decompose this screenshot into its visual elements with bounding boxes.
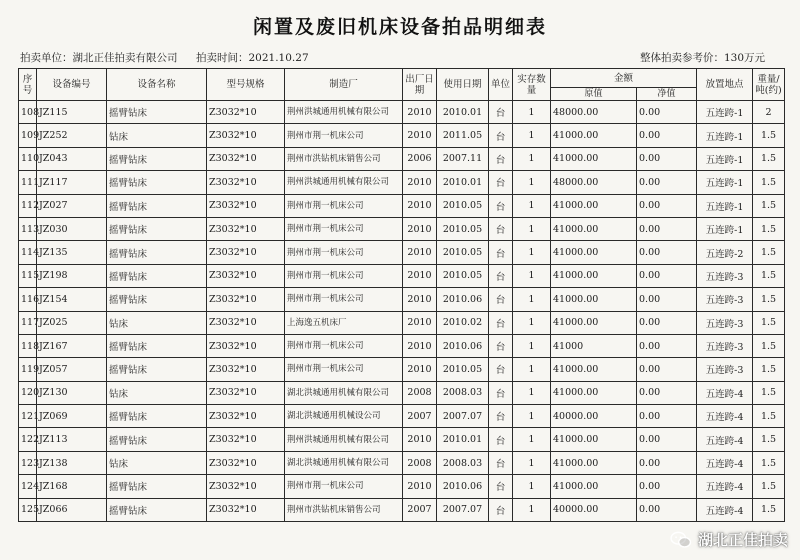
watermark-text: 湖北正佳拍卖 xyxy=(697,531,788,549)
header-qty: 实存数量 xyxy=(513,69,551,101)
cell-use-date: 2010.01 xyxy=(437,428,489,451)
cell-weight: 1.5 xyxy=(753,241,785,264)
cell-unit: 台 xyxy=(489,147,513,170)
cell-manufacturer: 荆州市荆一机床公司 xyxy=(285,264,403,287)
cell-weight: 2 xyxy=(753,101,785,124)
cell-original-value: 41000.00 xyxy=(551,241,637,264)
cell-original-value: 48000.00 xyxy=(551,101,637,124)
cell-weight: 1.5 xyxy=(753,498,785,521)
cell-qty: 1 xyxy=(513,475,551,498)
cell-name: 钻床 xyxy=(107,451,207,474)
cell-unit: 台 xyxy=(489,264,513,287)
cell-seq: 123 xyxy=(19,451,37,474)
cell-prod-date: 2010 xyxy=(403,334,437,357)
cell-prod-date: 2010 xyxy=(403,241,437,264)
cell-net-value: 0.00 xyxy=(637,241,697,264)
cell-code: JZ117 xyxy=(37,171,107,194)
cell-code: JZ252 xyxy=(37,124,107,147)
cell-manufacturer: 荆州洪城通用机械有限公司 xyxy=(285,428,403,451)
cell-model: Z3032*10 xyxy=(207,194,285,217)
cell-manufacturer: 荆州市荆一机床公司 xyxy=(285,217,403,240)
cell-net-value: 0.00 xyxy=(637,288,697,311)
table-row xyxy=(19,147,785,170)
header-code: 设备编号 xyxy=(37,69,107,101)
cell-location: 五连跨-4 xyxy=(697,498,753,521)
cell-weight: 1.5 xyxy=(753,381,785,404)
cell-seq: 122 xyxy=(19,428,37,451)
cell-model: Z3032*10 xyxy=(207,311,285,334)
cell-model: Z3032*10 xyxy=(207,264,285,287)
cell-prod-date: 2010 xyxy=(403,428,437,451)
cell-manufacturer: 荆州市荆一机床公司 xyxy=(285,124,403,147)
cell-model: Z3032*10 xyxy=(207,405,285,428)
cell-location: 五连跨-3 xyxy=(697,311,753,334)
header-net-value: 净值 xyxy=(637,88,697,101)
cell-seq: 110 xyxy=(19,147,37,170)
cell-location: 五连跨-3 xyxy=(697,264,753,287)
cell-model: Z3032*10 xyxy=(207,498,285,521)
cell-use-date: 2010.05 xyxy=(437,217,489,240)
header-use-date: 使用日期 xyxy=(437,69,489,101)
cell-qty: 1 xyxy=(513,101,551,124)
cell-model: Z3032*10 xyxy=(207,147,285,170)
cell-model: Z3032*10 xyxy=(207,358,285,381)
cell-net-value: 0.00 xyxy=(637,217,697,240)
cell-name: 摇臂钻床 xyxy=(107,288,207,311)
cell-name: 钻床 xyxy=(107,124,207,147)
table-row xyxy=(19,241,785,264)
cell-original-value: 41000.00 xyxy=(551,288,637,311)
header-seq: 序号 xyxy=(19,69,37,101)
cell-original-value: 41000.00 xyxy=(551,428,637,451)
cell-seq: 120 xyxy=(19,381,37,404)
header-original-value: 原值 xyxy=(551,88,637,101)
cell-original-value: 41000.00 xyxy=(551,451,637,474)
wechat-icon xyxy=(670,531,692,549)
cell-seq: 124 xyxy=(19,475,37,498)
cell-location: 五连跨-1 xyxy=(697,171,753,194)
cell-net-value: 0.00 xyxy=(637,264,697,287)
cell-model: Z3032*10 xyxy=(207,217,285,240)
cell-unit: 台 xyxy=(489,381,513,404)
auction-unit: 拍卖单位：湖北正佳拍卖有限公司 xyxy=(20,52,178,64)
cell-original-value: 41000.00 xyxy=(551,475,637,498)
cell-prod-date: 2007 xyxy=(403,498,437,521)
cell-location: 五连跨-3 xyxy=(697,358,753,381)
header-manufacturer: 制造厂 xyxy=(285,69,403,101)
cell-model: Z3032*10 xyxy=(207,428,285,451)
cell-unit: 台 xyxy=(489,124,513,147)
cell-unit: 台 xyxy=(489,475,513,498)
cell-name: 摇臂钻床 xyxy=(107,358,207,381)
cell-original-value: 41000.00 xyxy=(551,264,637,287)
cell-unit: 台 xyxy=(489,288,513,311)
cell-prod-date: 2010 xyxy=(403,124,437,147)
cell-use-date: 2007.11 xyxy=(437,147,489,170)
cell-net-value: 0.00 xyxy=(637,451,697,474)
cell-model: Z3032*10 xyxy=(207,241,285,264)
cell-use-date: 2010.01 xyxy=(437,101,489,124)
cell-use-date: 2008.03 xyxy=(437,451,489,474)
cell-location: 五连跨-2 xyxy=(697,241,753,264)
cell-prod-date: 2008 xyxy=(403,451,437,474)
table-row xyxy=(19,264,785,287)
cell-use-date: 2008.03 xyxy=(437,381,489,404)
cell-original-value: 40000.00 xyxy=(551,498,637,521)
cell-code: JZ027 xyxy=(37,194,107,217)
cell-net-value: 0.00 xyxy=(637,124,697,147)
cell-use-date: 2010.06 xyxy=(437,334,489,357)
table-row xyxy=(19,475,785,498)
cell-unit: 台 xyxy=(489,101,513,124)
reference-price: 整体拍卖参考价：130万元 xyxy=(640,52,766,64)
cell-manufacturer: 荆州市荆一机床公司 xyxy=(285,241,403,264)
cell-use-date: 2010.06 xyxy=(437,475,489,498)
cell-net-value: 0.00 xyxy=(637,311,697,334)
cell-code: JZ030 xyxy=(37,217,107,240)
cell-unit: 台 xyxy=(489,194,513,217)
cell-code: JZ198 xyxy=(37,264,107,287)
cell-net-value: 0.00 xyxy=(637,101,697,124)
cell-original-value: 41000 xyxy=(551,334,637,357)
cell-manufacturer: 荆州市洪钻机床销售公司 xyxy=(285,147,403,170)
cell-net-value: 0.00 xyxy=(637,475,697,498)
cell-seq: 108 xyxy=(19,101,37,124)
cell-location: 五连跨-4 xyxy=(697,475,753,498)
header-location: 放置地点 xyxy=(697,69,753,101)
lot-table xyxy=(18,68,785,522)
cell-seq: 111 xyxy=(19,171,37,194)
cell-qty: 1 xyxy=(513,428,551,451)
cell-model: Z3032*10 xyxy=(207,451,285,474)
cell-use-date: 2010.01 xyxy=(437,171,489,194)
cell-prod-date: 2010 xyxy=(403,194,437,217)
cell-qty: 1 xyxy=(513,358,551,381)
cell-qty: 1 xyxy=(513,241,551,264)
cell-seq: 116 xyxy=(19,288,37,311)
cell-location: 五连跨-1 xyxy=(697,194,753,217)
table-row xyxy=(19,381,785,404)
cell-weight: 1.5 xyxy=(753,217,785,240)
table-row xyxy=(19,428,785,451)
cell-location: 五连跨-4 xyxy=(697,381,753,404)
cell-use-date: 2011.05 xyxy=(437,124,489,147)
table-row xyxy=(19,288,785,311)
cell-location: 五连跨-1 xyxy=(697,147,753,170)
cell-model: Z3032*10 xyxy=(207,171,285,194)
cell-original-value: 41000.00 xyxy=(551,147,637,170)
cell-net-value: 0.00 xyxy=(637,358,697,381)
cell-seq: 113 xyxy=(19,217,37,240)
cell-prod-date: 2006 xyxy=(403,147,437,170)
cell-original-value: 41000.00 xyxy=(551,358,637,381)
cell-code: JZ115 xyxy=(37,101,107,124)
cell-weight: 1.5 xyxy=(753,171,785,194)
cell-use-date: 2010.05 xyxy=(437,358,489,381)
cell-unit: 台 xyxy=(489,405,513,428)
cell-use-date: 2010.05 xyxy=(437,194,489,217)
cell-net-value: 0.00 xyxy=(637,171,697,194)
cell-name: 摇臂钻床 xyxy=(107,264,207,287)
cell-qty: 1 xyxy=(513,264,551,287)
table-row xyxy=(19,171,785,194)
cell-use-date: 2007.07 xyxy=(437,498,489,521)
cell-weight: 1.5 xyxy=(753,147,785,170)
cell-net-value: 0.00 xyxy=(637,405,697,428)
cell-weight: 1.5 xyxy=(753,194,785,217)
cell-qty: 1 xyxy=(513,147,551,170)
cell-original-value: 41000.00 xyxy=(551,124,637,147)
header-weight: 重量/吨(约) xyxy=(753,69,785,101)
cell-net-value: 0.00 xyxy=(637,381,697,404)
cell-use-date: 2010.05 xyxy=(437,241,489,264)
cell-net-value: 0.00 xyxy=(637,428,697,451)
cell-original-value: 41000.00 xyxy=(551,194,637,217)
cell-unit: 台 xyxy=(489,428,513,451)
cell-manufacturer: 湖北洪城通用机械设公司 xyxy=(285,405,403,428)
cell-qty: 1 xyxy=(513,194,551,217)
table-row xyxy=(19,311,785,334)
cell-qty: 1 xyxy=(513,288,551,311)
cell-original-value: 41000.00 xyxy=(551,217,637,240)
cell-location: 五连跨-4 xyxy=(697,405,753,428)
cell-net-value: 0.00 xyxy=(637,194,697,217)
cell-original-value: 48000.00 xyxy=(551,171,637,194)
cell-original-value: 40000.00 xyxy=(551,405,637,428)
cell-original-value: 41000.00 xyxy=(551,381,637,404)
header-name: 设备名称 xyxy=(107,69,207,101)
cell-model: Z3032*10 xyxy=(207,101,285,124)
auction-time: 拍卖时间：2021.10.27 xyxy=(196,52,309,64)
cell-name: 钻床 xyxy=(107,381,207,404)
cell-qty: 1 xyxy=(513,405,551,428)
cell-manufacturer: 荆州洪城通用机械有限公司 xyxy=(285,171,403,194)
cell-use-date: 2007.07 xyxy=(437,405,489,428)
cell-qty: 1 xyxy=(513,451,551,474)
table-row xyxy=(19,498,785,521)
cell-qty: 1 xyxy=(513,217,551,240)
table-row xyxy=(19,358,785,381)
cell-name: 摇臂钻床 xyxy=(107,428,207,451)
cell-unit: 台 xyxy=(489,451,513,474)
cell-prod-date: 2010 xyxy=(403,311,437,334)
cell-prod-date: 2010 xyxy=(403,217,437,240)
cell-manufacturer: 荆州洪城通用机械有限公司 xyxy=(285,101,403,124)
table-row xyxy=(19,124,785,147)
cell-location: 五连跨-4 xyxy=(697,451,753,474)
cell-name: 摇臂钻床 xyxy=(107,101,207,124)
cell-name: 摇臂钻床 xyxy=(107,241,207,264)
cell-name: 摇臂钻床 xyxy=(107,334,207,357)
cell-qty: 1 xyxy=(513,334,551,357)
header-unit: 单位 xyxy=(489,69,513,101)
table-row xyxy=(19,405,785,428)
cell-name: 钻床 xyxy=(107,311,207,334)
cell-manufacturer: 荆州市洪钻机床销售公司 xyxy=(285,498,403,521)
cell-qty: 1 xyxy=(513,124,551,147)
cell-manufacturer: 上海逸五机床厂 xyxy=(285,311,403,334)
cell-weight: 1.5 xyxy=(753,405,785,428)
table-body xyxy=(19,101,785,522)
cell-prod-date: 2010 xyxy=(403,264,437,287)
cell-manufacturer: 荆州市荆一机床公司 xyxy=(285,334,403,357)
cell-weight: 1.5 xyxy=(753,264,785,287)
header-model: 型号规格 xyxy=(207,69,285,101)
cell-name: 摇臂钻床 xyxy=(107,147,207,170)
cell-code: JZ138 xyxy=(37,451,107,474)
cell-code: JZ130 xyxy=(37,381,107,404)
cell-qty: 1 xyxy=(513,381,551,404)
cell-original-value: 41000.00 xyxy=(551,311,637,334)
cell-prod-date: 2010 xyxy=(403,101,437,124)
cell-net-value: 0.00 xyxy=(637,147,697,170)
cell-net-value: 0.00 xyxy=(637,334,697,357)
cell-use-date: 2010.06 xyxy=(437,288,489,311)
cell-location: 五连跨-1 xyxy=(697,217,753,240)
document-title: 闲置及废旧机床设备拍品明细表 xyxy=(252,16,547,38)
cell-unit: 台 xyxy=(489,498,513,521)
table-row xyxy=(19,217,785,240)
cell-location: 五连跨-1 xyxy=(697,101,753,124)
cell-weight: 1.5 xyxy=(753,451,785,474)
cell-code: JZ066 xyxy=(37,498,107,521)
cell-location: 五连跨-4 xyxy=(697,428,753,451)
cell-model: Z3032*10 xyxy=(207,334,285,357)
cell-name: 摇臂钻床 xyxy=(107,498,207,521)
cell-location: 五连跨-3 xyxy=(697,288,753,311)
cell-weight: 1.5 xyxy=(753,358,785,381)
cell-unit: 台 xyxy=(489,217,513,240)
cell-code: JZ135 xyxy=(37,241,107,264)
table-row xyxy=(19,334,785,357)
cell-weight: 1.5 xyxy=(753,475,785,498)
cell-code: JZ168 xyxy=(37,475,107,498)
cell-code: JZ069 xyxy=(37,405,107,428)
cell-use-date: 2010.02 xyxy=(437,311,489,334)
cell-seq: 121 xyxy=(19,405,37,428)
cell-prod-date: 2008 xyxy=(403,381,437,404)
header-amount: 金额 xyxy=(551,69,697,88)
cell-qty: 1 xyxy=(513,171,551,194)
cell-seq: 118 xyxy=(19,334,37,357)
cell-weight: 1.5 xyxy=(753,288,785,311)
watermark xyxy=(670,529,788,550)
cell-unit: 台 xyxy=(489,241,513,264)
cell-unit: 台 xyxy=(489,171,513,194)
cell-model: Z3032*10 xyxy=(207,381,285,404)
cell-weight: 1.5 xyxy=(753,334,785,357)
cell-qty: 1 xyxy=(513,311,551,334)
cell-prod-date: 2010 xyxy=(403,171,437,194)
cell-prod-date: 2007 xyxy=(403,405,437,428)
cell-model: Z3032*10 xyxy=(207,475,285,498)
cell-model: Z3032*10 xyxy=(207,124,285,147)
cell-location: 五连跨-3 xyxy=(697,334,753,357)
cell-seq: 115 xyxy=(19,264,37,287)
cell-name: 摇臂钻床 xyxy=(107,217,207,240)
header-prod-date: 出厂日期 xyxy=(403,69,437,101)
cell-code: JZ167 xyxy=(37,334,107,357)
cell-qty: 1 xyxy=(513,498,551,521)
cell-unit: 台 xyxy=(489,334,513,357)
cell-net-value: 0.00 xyxy=(637,498,697,521)
cell-weight: 1.5 xyxy=(753,428,785,451)
cell-manufacturer: 湖北洪城通用机械有限公司 xyxy=(285,451,403,474)
cell-location: 五连跨-1 xyxy=(697,124,753,147)
cell-prod-date: 2010 xyxy=(403,288,437,311)
cell-manufacturer: 荆州市荆一机床公司 xyxy=(285,358,403,381)
cell-seq: 117 xyxy=(19,311,37,334)
cell-code: JZ025 xyxy=(37,311,107,334)
cell-weight: 1.5 xyxy=(753,124,785,147)
cell-manufacturer: 荆州市荆一机床公司 xyxy=(285,475,403,498)
cell-code: JZ057 xyxy=(37,358,107,381)
cell-name: 摇臂钻床 xyxy=(107,475,207,498)
cell-seq: 125 xyxy=(19,498,37,521)
cell-prod-date: 2010 xyxy=(403,475,437,498)
cell-manufacturer: 荆州市荆一机床公司 xyxy=(285,194,403,217)
cell-weight: 1.5 xyxy=(753,311,785,334)
cell-seq: 109 xyxy=(19,124,37,147)
cell-seq: 119 xyxy=(19,358,37,381)
table-row xyxy=(19,101,785,124)
table-row xyxy=(19,451,785,474)
table-row xyxy=(19,194,785,217)
cell-code: JZ043 xyxy=(37,147,107,170)
cell-manufacturer: 湖北洪城通用机械有限公司 xyxy=(285,381,403,404)
cell-prod-date: 2010 xyxy=(403,358,437,381)
cell-code: JZ113 xyxy=(37,428,107,451)
cell-seq: 112 xyxy=(19,194,37,217)
cell-use-date: 2010.05 xyxy=(437,264,489,287)
cell-name: 摇臂钻床 xyxy=(107,194,207,217)
cell-name: 摇臂钻床 xyxy=(107,405,207,428)
cell-manufacturer: 荆州市荆一机床公司 xyxy=(285,288,403,311)
cell-unit: 台 xyxy=(489,358,513,381)
cell-code: JZ154 xyxy=(37,288,107,311)
cell-model: Z3032*10 xyxy=(207,288,285,311)
cell-unit: 台 xyxy=(489,311,513,334)
cell-name: 摇臂钻床 xyxy=(107,171,207,194)
cell-seq: 114 xyxy=(19,241,37,264)
